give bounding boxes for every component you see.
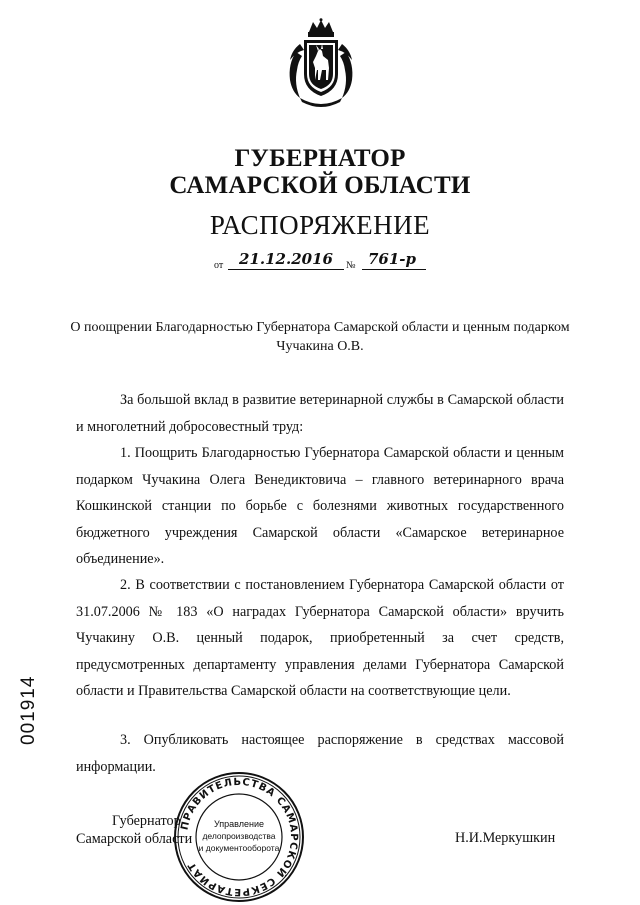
samara-coat-of-arms-icon [280,18,362,110]
date-label: от [214,260,224,271]
registration-number-text: 001914 [18,675,39,745]
official-stamp [172,770,306,904]
stamp-ring-text: ПРАВИТЕЛЬСТВА САМАРСКОЙ СЕКРЕТАРИАТ [179,776,300,898]
signatory-name: Н.И.Меркушкин [455,830,556,846]
issuer-title-line2: САМАРСКОЙ ОБЛАСТИ [169,172,471,199]
stamp-line2: делопроизводства [202,831,276,841]
body-paragraph-intro: За большой вклад в развитие ветеринарной службы в Самарской области и многолетний добросовестный труд: [76,392,564,435]
body-paragraph-2: 2. В соответствии с постановлением Губернатора Самарской области от 31.07.2006 № 183 «О наградах Губернатора Самарской области» вручить Чучакину О.В. ценный подарок, приобретенный за счет средств, предусмотренных департаменту управления делами Губернатора Самарской области и Правительства Самарской области на соответствующие цели. [76,577,564,700]
date-underline [228,269,344,270]
signatory-title-line1: Губернатор [112,813,181,829]
body-paragraph-1: 1. Поощрить Благодарностью Губернатора Самарской области и ценным подарком Чучакина Олега Венедиктовича – главного ветеринарного врача Кошкинской станции по борьбе с болезнями животных государственного бюджетного учреждения Самарской области «Самарское ветеринарное объединение». [76,445,564,568]
document-subject: О поощрении Благодарностью Губернатора Самарской области и ценным подарком Чучакина О.В. [70,320,570,354]
number-label: № [346,260,356,271]
stamp-line1: Управление [213,819,265,829]
stamp-line3: и документооборота [198,843,280,853]
signatory-title-line2: Самарской области [76,831,193,847]
date-number-line [212,250,442,274]
body-paragraph-3: 3. Опубликовать настоящее распоряжение в средствах массовой информации. [76,732,564,775]
issuer-title-line1: ГУБЕРНАТОР [234,145,406,172]
document-date: 21.12.2016 [239,250,333,268]
document-number: 761-р [367,250,417,268]
number-underline [362,269,426,270]
registration-number [18,665,38,745]
document-type-title: РАСПОРЯЖЕНИЕ [209,210,431,240]
